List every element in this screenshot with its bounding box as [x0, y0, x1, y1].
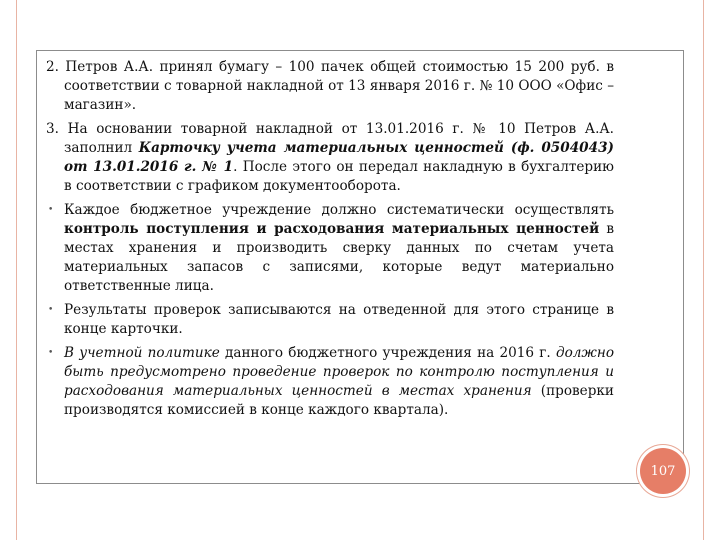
numbered-item-3: [46, 120, 614, 196]
card-reference-text: Карточку учета материальных ценностей (ф. 0504043) от 13.01.2016 г. № 1: [64, 140, 614, 175]
page-number-badge: [640, 448, 686, 494]
item-text: Петров А.А. принял бумагу – 100 пачек общей стоимостью 15 200 руб. в соответствии с товарной накладной от 13 января 2016 г. № 10 ООО «Офис – магазин».: [64, 59, 614, 113]
numbered-item-2: [46, 58, 614, 115]
bullet-icon: •: [48, 305, 54, 315]
bullet-item-results: [46, 301, 614, 339]
item-text: Результаты проверок записываются на отведенной для этого странице в конце карточки.: [64, 302, 614, 337]
item-text: данного бюджетного учреждения на 2016 г.: [219, 345, 556, 361]
item-text: (проверки производятся комиссией в конце каждого квартала).: [64, 383, 614, 418]
right-margin-rule: [703, 0, 704, 540]
bullet-icon: •: [48, 348, 54, 358]
item-text: Каждое бюджетное учреждение должно систематически осуществлять: [64, 202, 614, 218]
page-number: 107: [650, 463, 676, 479]
item-text: в местах хранения и производить сверку данных по счетам учета материальных запасов с записями, которые ведут материально ответственные лица.: [64, 221, 614, 294]
emphasis-text: В учетной политике: [64, 345, 220, 361]
bullet-item-control: [46, 201, 614, 296]
item-number: 3.: [46, 121, 68, 137]
item-text: . После этого он передал накладную в бухгалтерию в соответствии с графиком документооборота.: [64, 159, 614, 194]
left-margin-rule: [16, 0, 17, 540]
emphasis-text: контроль поступления и расходования материальных ценностей: [64, 221, 600, 237]
bullet-item-policy: [46, 344, 614, 420]
emphasis-text: должно быть предусмотрено проведение проверок по контролю поступления и расходования материальных ценностей в местах хранения: [64, 345, 614, 399]
slide-body: [46, 58, 614, 425]
item-text: На основании товарной накладной от 13.01.2016 г. № 10 Петров А.А. заполнил: [64, 121, 615, 156]
bullet-icon: •: [48, 205, 54, 215]
item-number: 2.: [46, 59, 66, 75]
